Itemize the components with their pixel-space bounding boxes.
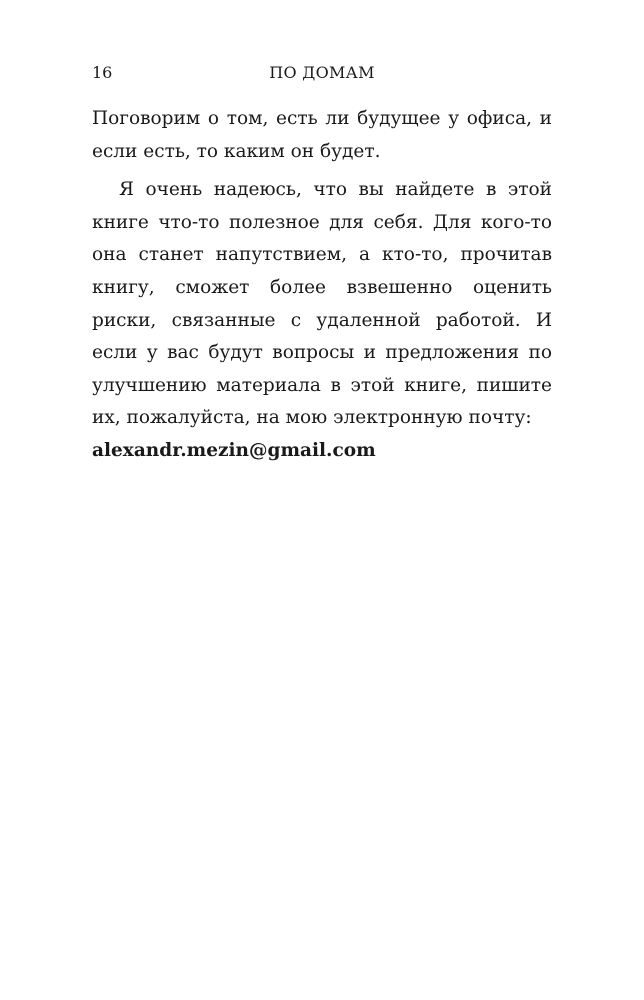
- running-title: ПО ДОМАМ: [269, 63, 375, 82]
- paragraph-1: Поговорим о том, есть ли будущее у офиса, и если есть, то каким он будет.: [92, 108, 552, 162]
- body-text: [92, 103, 552, 468]
- page-number: 16: [92, 63, 113, 82]
- email-address: alexandr.mezin@gmail.com: [92, 439, 376, 461]
- paragraph-2: [92, 174, 552, 467]
- paragraph-2-text: Я очень надеюсь, что вы найдете в этой книге что-то полезное для себя. Для кого-то она станет напутствием, а кто-то, прочитав книгу, сможет более взвешенно оценить риски, связанные с удаленной работой. И если у вас будут вопросы и предложения по улучшению материала в этой книге, пишите их, пожалуйста, на мою электронную почту:: [92, 179, 552, 429]
